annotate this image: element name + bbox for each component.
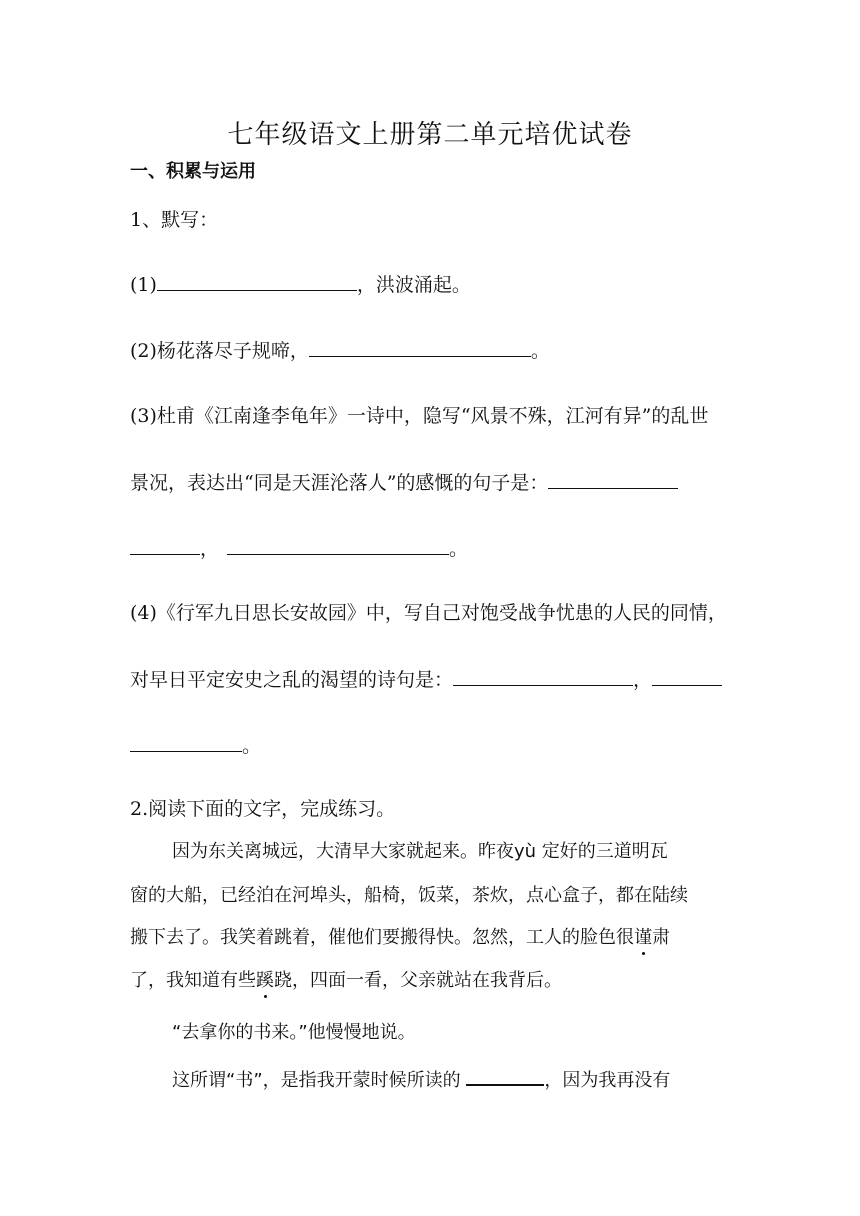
part-3-text: 景况，表达出“同是天涯沦落人”的感慨的句子是： xyxy=(130,472,549,494)
question-1-part-1 xyxy=(130,272,471,297)
reading-passage-line xyxy=(130,969,562,993)
answer-blank[interactable] xyxy=(157,272,357,291)
comma: ， xyxy=(200,538,220,560)
question-1-part-4-line-2 xyxy=(130,667,722,692)
part-2-suffix: 。 xyxy=(530,340,550,362)
reading-passage-line: 因为东关离城远，大清早大家就起来。昨夜yù 定好的三道明瓦 xyxy=(172,841,668,862)
answer-blank[interactable] xyxy=(309,338,531,357)
question-1-label: 1、默写： xyxy=(130,209,219,231)
period: 。 xyxy=(449,538,469,560)
dotted-character: 蹊 xyxy=(256,970,274,991)
answer-blank[interactable] xyxy=(453,667,633,686)
part-1-prefix: (1) xyxy=(130,274,157,296)
question-2-label: 2.阅读下面的文字，完成练习。 xyxy=(130,798,396,820)
passage-text: 肃 xyxy=(652,927,670,948)
section-heading: 一、积累与运用 xyxy=(130,161,256,182)
reading-passage-line xyxy=(172,1066,670,1093)
passage-text: 跷，四面一看，父亲就站在我背后。 xyxy=(274,970,562,991)
passage-text: 搬下去了。我笑着跳着，催他们要搬得快。忽然，工人的脸色很 xyxy=(130,927,634,948)
question-1-part-3-line-3 xyxy=(130,536,468,561)
reading-passage-line xyxy=(130,926,670,950)
passage-text: 了，我知道有些 xyxy=(130,970,256,991)
passage-text: ，因为我再没有 xyxy=(544,1070,671,1091)
answer-blank[interactable] xyxy=(652,667,722,686)
part-1-suffix: ，洪波涌起。 xyxy=(356,274,471,296)
question-1-part-3-line-1: (3)杜甫《江南逢李龟年》一诗中，隐写“风景不殊，江河有异”的乱世 xyxy=(130,405,709,427)
part-4-text: 对早日平定安史之乱的渴望的诗句是： xyxy=(130,669,454,691)
answer-blank[interactable] xyxy=(548,470,678,489)
reading-passage-line: 窗的大船，已经泊在河埠头，船椅，饭菜，茶炊，点心盒子，都在陆续 xyxy=(130,885,688,906)
question-1-part-4-line-1: (4)《行军九日思长安故园》中，写自己对饱受战争忧患的人民的同情， xyxy=(130,602,727,624)
question-1-part-3-line-2 xyxy=(130,470,678,495)
passage-text: 这所谓“书”，是指我开蒙时候所读的 xyxy=(172,1070,467,1091)
reading-passage-line: “去拿你的书来。”他慢慢地说。 xyxy=(172,1022,416,1043)
question-1-part-4-line-3 xyxy=(130,733,261,758)
answer-blank[interactable] xyxy=(130,733,242,752)
comma: ， xyxy=(633,669,653,691)
part-2-prefix: (2)杨花落尽子规啼， xyxy=(130,340,309,362)
page-title: 七年级语文上册第二单元培优试卷 xyxy=(227,120,633,150)
period: 。 xyxy=(242,735,262,757)
question-1-part-2 xyxy=(130,338,550,363)
answer-blank[interactable] xyxy=(130,536,200,555)
dotted-character: 谨 xyxy=(634,927,652,948)
answer-blank[interactable] xyxy=(227,536,449,555)
answer-blank[interactable] xyxy=(466,1066,544,1086)
